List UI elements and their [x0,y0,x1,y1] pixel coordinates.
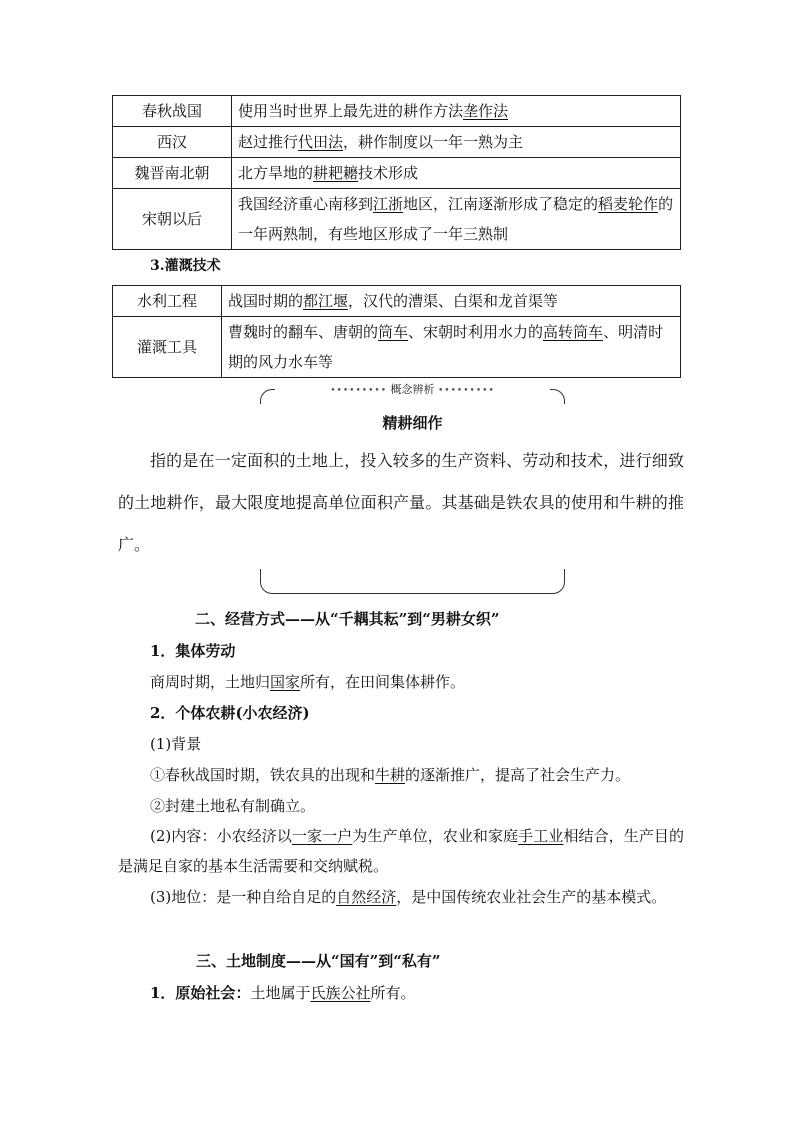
concept-title: 精耕细作 [382,414,443,432]
table-row [113,317,681,378]
table-row [113,96,681,127]
concept-label: ••••••••• 概念辨析 ••••••••• [330,383,495,396]
background-title: (1)背景 [150,735,202,753]
description-cell: 北方旱地的耕耙耱技术形成 [232,158,681,189]
status-paragraph: (3)地位：是一种自给自足的自然经济，是中国传统农业社会生产的基本模式。 [150,888,667,906]
box-bottom-border [260,569,565,594]
period-cell: 春秋战国 [113,96,232,127]
description-cell: 战国时期的都江堰，汉代的漕渠、白渠和龙首渠等 [222,286,681,317]
section3-title: 三、土地制度——从“国有”到“私有” [196,952,441,970]
box-corner [260,389,275,404]
section2-title: 二、经营方式——从“千耦其耘”到“男耕女织” [195,610,500,628]
description-cell: 我国经济重心南移到江浙地区，江南逐渐形成了稳定的稻麦轮作的一年两熟制，有些地区形成了一年三熟制 [232,189,681,250]
description-cell: 曹魏时的翻车、唐朝的筒车、宋朝时利用水力的高转筒车、明清时期的风力水车等 [222,317,681,378]
concept-body: 指的是在一定面积的土地上，投入较多的生产资料、劳动和技术，进行细致的土地耕作，最大限度地提高单位面积产量。其基础是铁农具的使用和牛耕的推广。 [118,451,684,554]
table-row [113,286,681,317]
period-cell: 西汉 [113,127,232,158]
period-cell: 魏晋南北朝 [113,158,232,189]
box-corner [550,389,565,404]
table-row [113,158,681,189]
subheading-individual: 2．个体农耕(小农经济) [150,704,310,722]
label-cell: 水利工程 [113,286,222,317]
description-cell: 赵过推行代田法，耕作制度以一年一熟为主 [232,127,681,158]
description-cell: 使用当时世界上最先进的耕作方法垄作法 [232,96,681,127]
label-cell: 灌溉工具 [113,317,222,378]
content-paragraph: (2)内容：小农经济以一家一户为生产单位，农业和家庭手工业相结合，生产目的是满足自家的基本生活需要和交纳赋税。 [118,827,684,875]
irrigation-table [112,285,681,378]
irrigation-heading: 3.灌溉技术 [150,258,221,274]
subheading-collective: 1．集体劳动 [150,642,236,660]
background-item-2: ②封建土地私有制确立。 [150,797,316,815]
farming-methods-table [112,95,681,250]
table-row [113,127,681,158]
table-row [113,189,681,250]
period-cell: 宋朝以后 [113,189,232,250]
collective-text: 商周时期，土地归国家所有，在田间集体耕作。 [150,673,466,691]
background-item-1: ①春秋战国时期，铁农具的出现和牛耕的逐渐推广，提高了社会生产力。 [150,766,631,784]
primitive-society-line: 1．原始社会：土地属于氏族公社所有。 [150,984,416,1002]
